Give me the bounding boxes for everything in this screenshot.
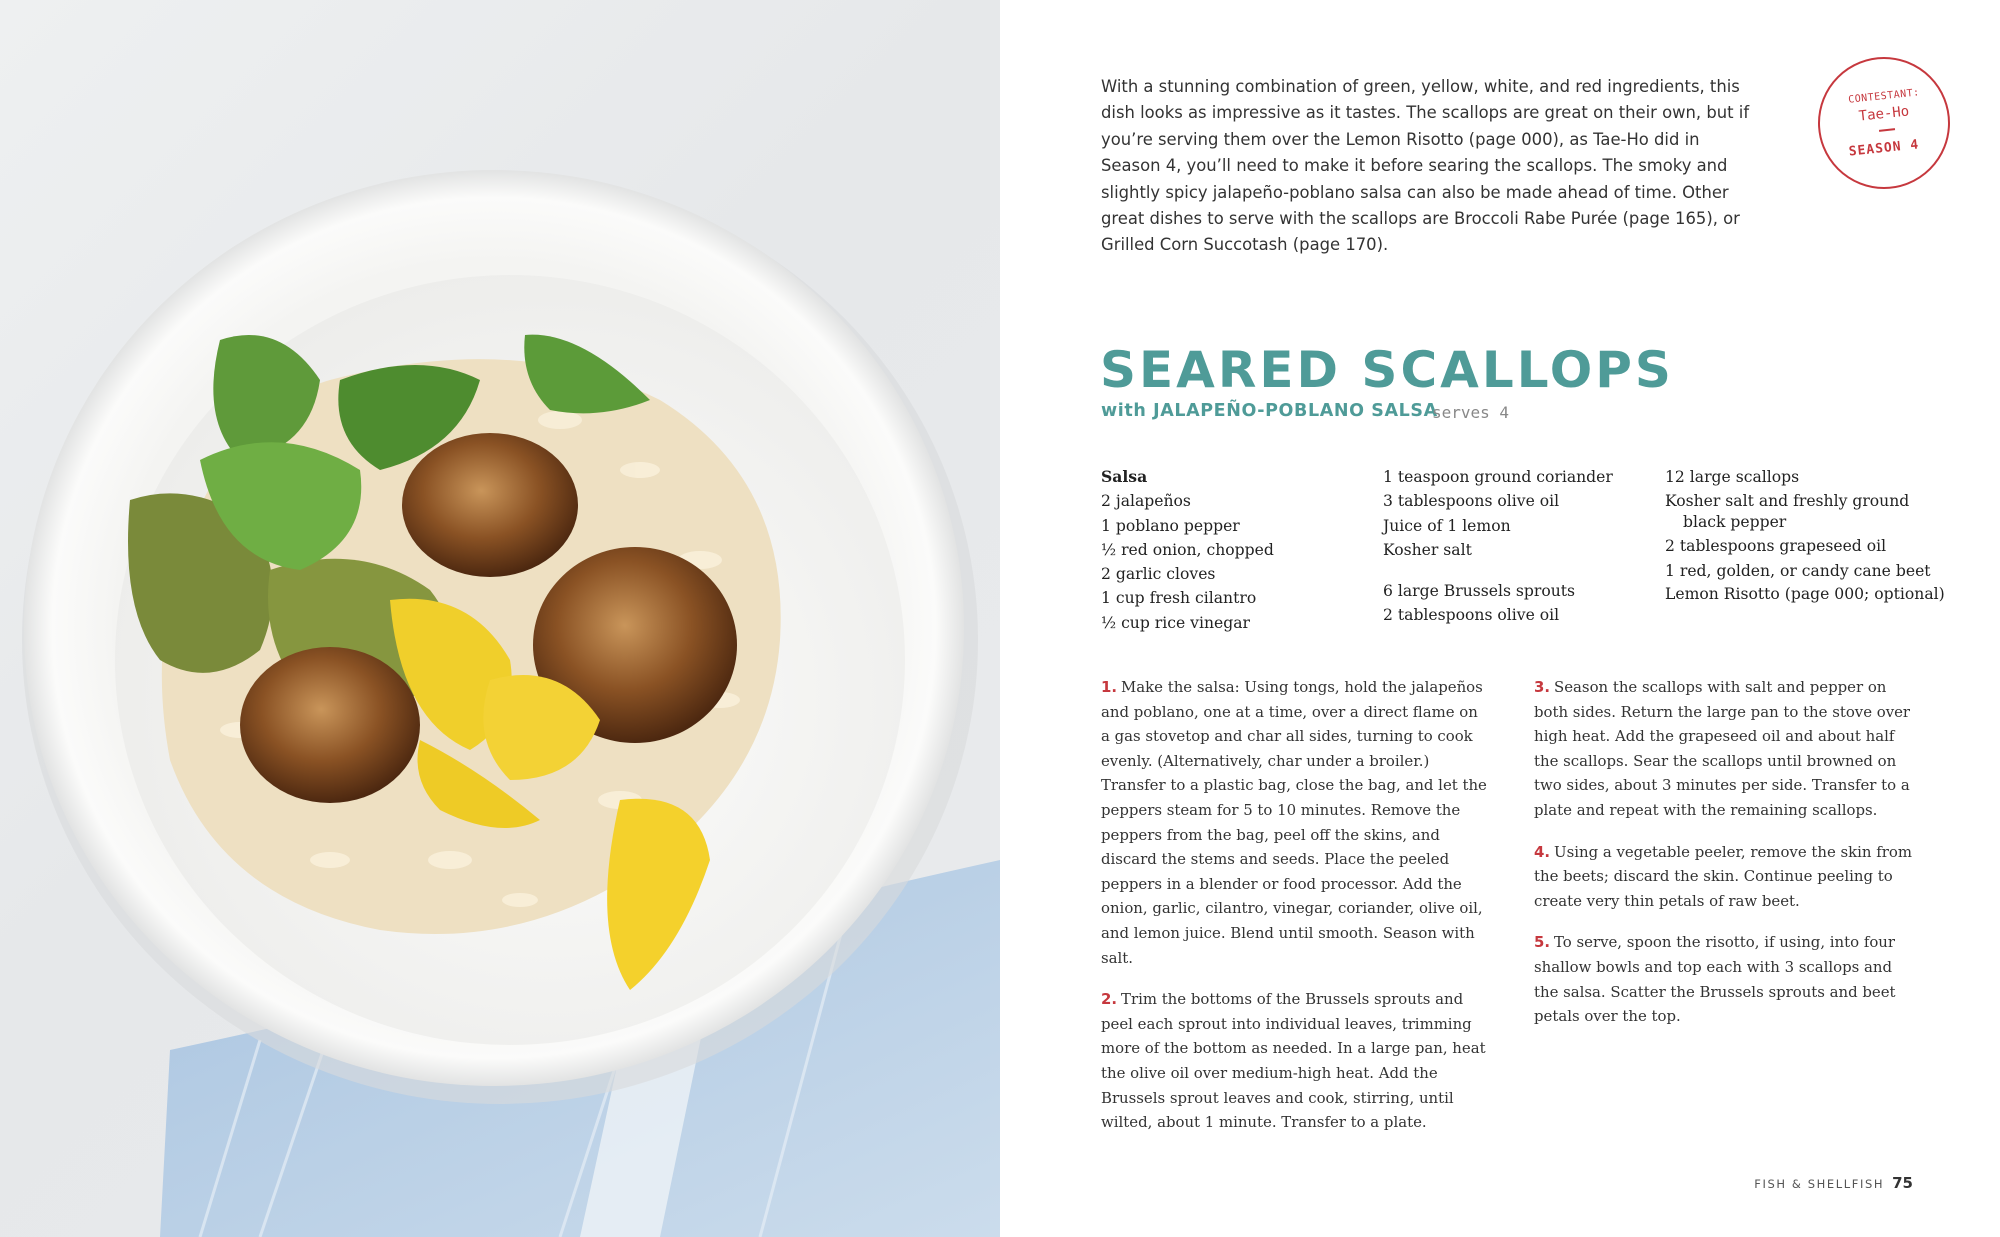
ingredient-heading-salsa: Salsa	[1101, 467, 1148, 486]
ingredients-column-1	[1101, 465, 1371, 635]
ingredient-item: 3 tablespoons olive oil	[1383, 492, 1560, 511]
step-number: 2.	[1101, 990, 1118, 1009]
ingredient-item: Juice of 1 lemon	[1383, 516, 1511, 535]
ingredient-item: ½ red onion, chopped	[1101, 540, 1274, 559]
method-column-2	[1534, 675, 1914, 1046]
contestant-season: SEASON 4	[1848, 137, 1920, 160]
recipe-title: SEARED SCALLOPS	[1100, 341, 1674, 399]
contestant-name: Tae-Ho	[1858, 103, 1910, 125]
intro-paragraph: With a stunning combination of green, yellow, white, and red ingredients, this dish looks as impressive as it tastes. The scallops are great on their own, but if you’re serving them over the Lemon Risotto (page 000), as Tae-Ho did in Season 4, you’ll need to make it before searing the scallops. The smoky and slightly spicy jalapeño-poblano salsa can also be made ahead of time. Other great dishes to serve with the scallops are Broccoli Rabe Purée (page 165), or Grilled Corn Succotash (page 170).	[1101, 77, 1750, 255]
ingredient-item: 2 jalapeños	[1101, 492, 1191, 511]
ingredient-item: ½ cup rice vinegar	[1101, 613, 1250, 632]
stamp-divider	[1879, 128, 1895, 131]
step-text: Using a vegetable peeler, remove the skin from the beets; discard the skin. Continue peeling to create very thin petals of raw beet.	[1534, 842, 1912, 910]
recipe-subtitle: with JALAPEÑO-POBLANO SALSA	[1101, 401, 1438, 421]
recipe-serves: serves 4	[1432, 403, 1510, 422]
ingredient-item: 2 tablespoons olive oil	[1383, 606, 1560, 625]
contestant-label: CONTESTANT:	[1847, 87, 1921, 106]
method-step	[1534, 675, 1914, 823]
ingredient-item: 12 large scallops	[1665, 468, 1800, 486]
step-number: 3.	[1534, 678, 1551, 696]
method-step	[1101, 987, 1491, 1135]
method-step	[1534, 840, 1914, 914]
contestant-stamp	[1818, 57, 1950, 189]
ingredient-item: Kosher salt	[1383, 540, 1472, 559]
ingredients-column-2	[1383, 465, 1653, 628]
method-column-1	[1101, 675, 1491, 1152]
ingredient-item: 2 garlic cloves	[1101, 565, 1216, 584]
step-number: 4.	[1534, 842, 1551, 861]
ingredient-item: 6 large Brussels sprouts	[1383, 582, 1576, 601]
ingredient-item: 1 teaspoon ground coriander	[1383, 468, 1613, 486]
ingredient-item: Kosher salt and freshly ground black pepper	[1665, 491, 1910, 531]
ingredient-item: 1 red, golden, or candy cane beet	[1665, 561, 1931, 580]
ingredient-item: 2 tablespoons grapeseed oil	[1665, 537, 1887, 556]
step-text: Season the scallops with salt and pepper on both sides. Return the large pan to the stove over high heat. Add the grapeseed oil and about half the scallops. Sear the scallops until browned on two sides, about 3 minutes per side. Transfer to a plate and repeat with the remaining scallops.	[1534, 678, 1911, 819]
method-step	[1101, 675, 1491, 970]
step-number: 5.	[1534, 933, 1551, 952]
step-text: To serve, spoon the risotto, if using, into four shallow bowls and top each with 3 scallops and the salsa. Scatter the Brussels sprouts and beet petals over the top.	[1534, 933, 1896, 1026]
step-text: Trim the bottoms of the Brussels sprouts and peel each sprout into individual leaves, trimming more of the bottom as needed. In a large pan, heat the olive oil over medium-high heat. Add the Brussels sprout leaves and cook, stirring, until wilted, about 1 minute. Transfer to a plate.	[1101, 990, 1486, 1132]
ingredients-column-3	[1665, 465, 1945, 607]
step-number: 1.	[1101, 678, 1118, 696]
step-text: Make the salsa: Using tongs, hold the jalapeños and poblano, one at a time, over a direct flame on a gas stovetop and char all sides, turning to cook evenly. (Alternatively, char under a broiler.) Transfer to a plastic bag, close the bag, and let the peppers steam for 5 to 10 minutes. Remove the peppers from the bag, peel off the skins, and discard the stems and seeds. Place the peeled peppers in a blender or food processor. Add the onion, garlic, cilantro, vinegar, coriander, olive oil, and lemon juice. Blend until smooth. Season with salt.	[1101, 678, 1487, 967]
page-number: 75	[1892, 1174, 1913, 1192]
page-footer	[1754, 1174, 1913, 1193]
ingredient-item: 1 poblano pepper	[1101, 516, 1240, 535]
section-name: FISH & SHELLFISH	[1754, 1177, 1885, 1191]
ingredient-item: 1 cup fresh cilantro	[1101, 589, 1257, 608]
ingredient-item: Lemon Risotto (page 000; optional)	[1665, 585, 1945, 604]
method-step	[1534, 930, 1914, 1028]
